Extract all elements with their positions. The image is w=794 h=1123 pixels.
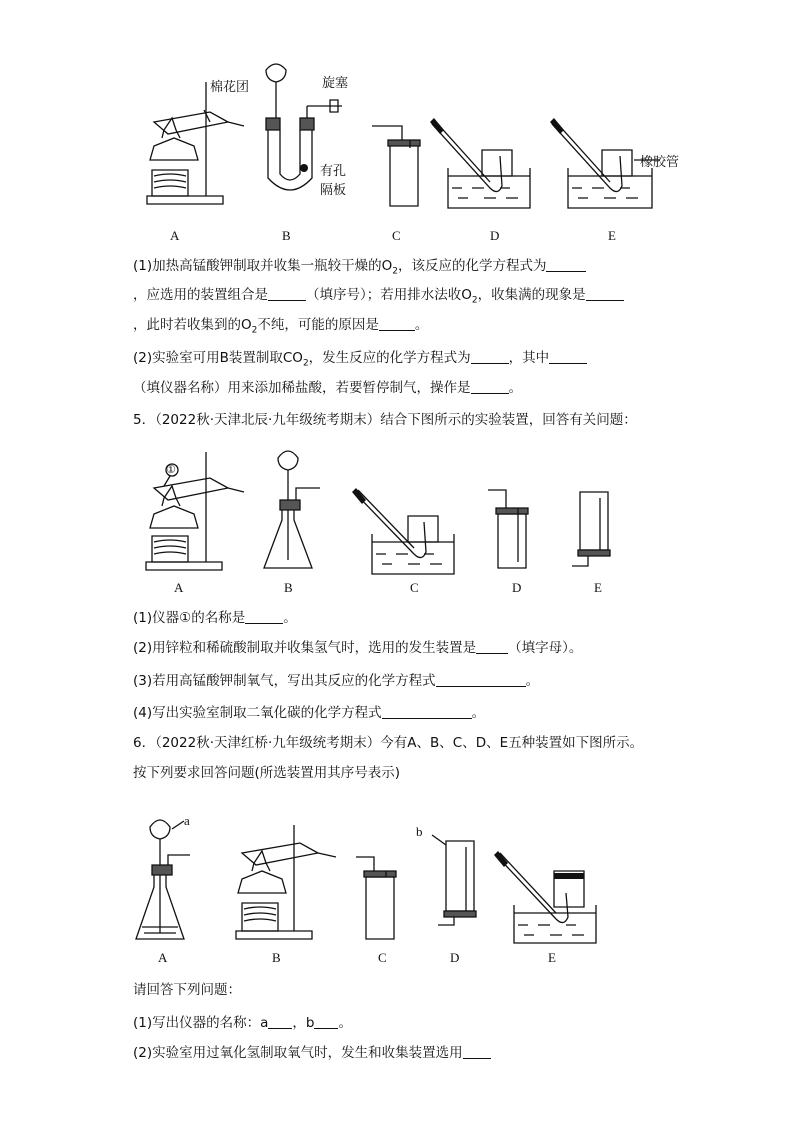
answer-blank[interactable] bbox=[314, 1014, 338, 1029]
q4-part1-line2: ，应选用的装置组合是 （填序号）；若用排水法收$O_2$，收集满的现象是 bbox=[133, 285, 624, 311]
fig3-label-c: C bbox=[378, 950, 387, 965]
fig1-note-plate-2: 隔板 bbox=[320, 183, 347, 198]
answer-blank[interactable] bbox=[382, 704, 472, 719]
q6-part2: (2)实验室用过氧化氢制取氧气时，发生和收集装置选用 bbox=[133, 1043, 491, 1063]
answer-blank[interactable] bbox=[268, 1014, 292, 1029]
fig3-mark-a: a bbox=[184, 813, 190, 828]
answer-blank[interactable] bbox=[379, 316, 415, 331]
q5-part1: (1)仪器①的名称是 。 bbox=[133, 610, 297, 626]
fig1-note-rubber-tube: 橡胶管 bbox=[640, 155, 680, 170]
answer-blank[interactable] bbox=[436, 672, 526, 687]
fig2-label-e: E bbox=[594, 580, 602, 595]
q6-stem-line1: 6．（2022秋·天津红桥·九年级统考期末）今有A、B、C、D、E五种装置如下图所示。 bbox=[133, 735, 644, 751]
fig3-label-a: A bbox=[158, 950, 168, 965]
answer-blank[interactable] bbox=[476, 639, 508, 654]
answer-blank[interactable] bbox=[586, 286, 624, 301]
answer-blank[interactable] bbox=[546, 257, 586, 272]
fig1-note-plate-1: 有孔 bbox=[320, 164, 347, 179]
fig2-label-a: A bbox=[174, 580, 184, 595]
fig3-label-d: D bbox=[450, 950, 460, 965]
answer-blank[interactable] bbox=[268, 286, 306, 301]
q6-part1: (1)写出仪器的名称：a ，b 。 bbox=[133, 1015, 352, 1031]
q4-part1-line3: ，此时若收集到的$O_2$不纯，可能的原因是 。 bbox=[133, 317, 429, 336]
figure-3-apparatus bbox=[130, 815, 610, 950]
q5-part4: (4)写出实验室制取二氧化碳的化学方程式 。 bbox=[133, 705, 486, 721]
fig3-mark-b: b bbox=[416, 824, 423, 839]
fig1-note-stopcock: 旋塞 bbox=[322, 76, 349, 91]
q4-part1-line1: (1)加热高锰酸钾制取并收集一瓶较干燥的$O_2$，该反应的化学方程式为 bbox=[133, 256, 586, 282]
q4-part2-line2: （填仪器名称）用来添加稀盐酸，若要暂停制气，操作是 。 bbox=[133, 380, 522, 396]
figure-2-apparatus bbox=[140, 438, 640, 578]
fig2-label-c: C bbox=[410, 580, 419, 595]
answer-blank[interactable] bbox=[549, 349, 587, 364]
fig1-note-cotton: 棉花团 bbox=[210, 80, 250, 95]
q5-stem: 5．（2022秋·天津北辰·九年级统考期末）结合下图所示的实验装置，回答有关问题： bbox=[133, 412, 637, 428]
fig1-label-a: A bbox=[170, 228, 180, 243]
answer-blank[interactable] bbox=[471, 349, 509, 364]
fig2-label-b: B bbox=[284, 580, 293, 595]
fig1-label-b: B bbox=[282, 228, 291, 243]
answer-blank[interactable] bbox=[245, 609, 283, 624]
q5-part3: (3)若用高锰酸钾制氧气，写出其反应的化学方程式 。 bbox=[133, 673, 540, 689]
q6-stem-line2: 按下列要求回答问题(所选装置用其序号表示) bbox=[133, 765, 401, 781]
fig1-label-c: C bbox=[392, 228, 401, 243]
q6-prompt: 请回答下列问题： bbox=[133, 982, 241, 998]
answer-blank[interactable] bbox=[471, 379, 509, 394]
q5-part2: (2)用锌粒和稀硫酸制取并收集氢气时，选用的发生装置是 （填字母）。 bbox=[133, 640, 583, 656]
fig3-label-b: B bbox=[272, 950, 281, 965]
q4-part2-line1: (2)实验室可用B装置制取$CO_2$，发生反应的化学方程式为 ，其中 bbox=[133, 348, 587, 374]
fig3-label-e: E bbox=[548, 950, 556, 965]
fig1-label-e: E bbox=[608, 228, 616, 243]
answer-blank[interactable] bbox=[463, 1044, 491, 1059]
fig2-marker: ① bbox=[166, 464, 176, 476]
fig1-label-d: D bbox=[490, 228, 500, 243]
fig2-label-d: D bbox=[512, 580, 522, 595]
